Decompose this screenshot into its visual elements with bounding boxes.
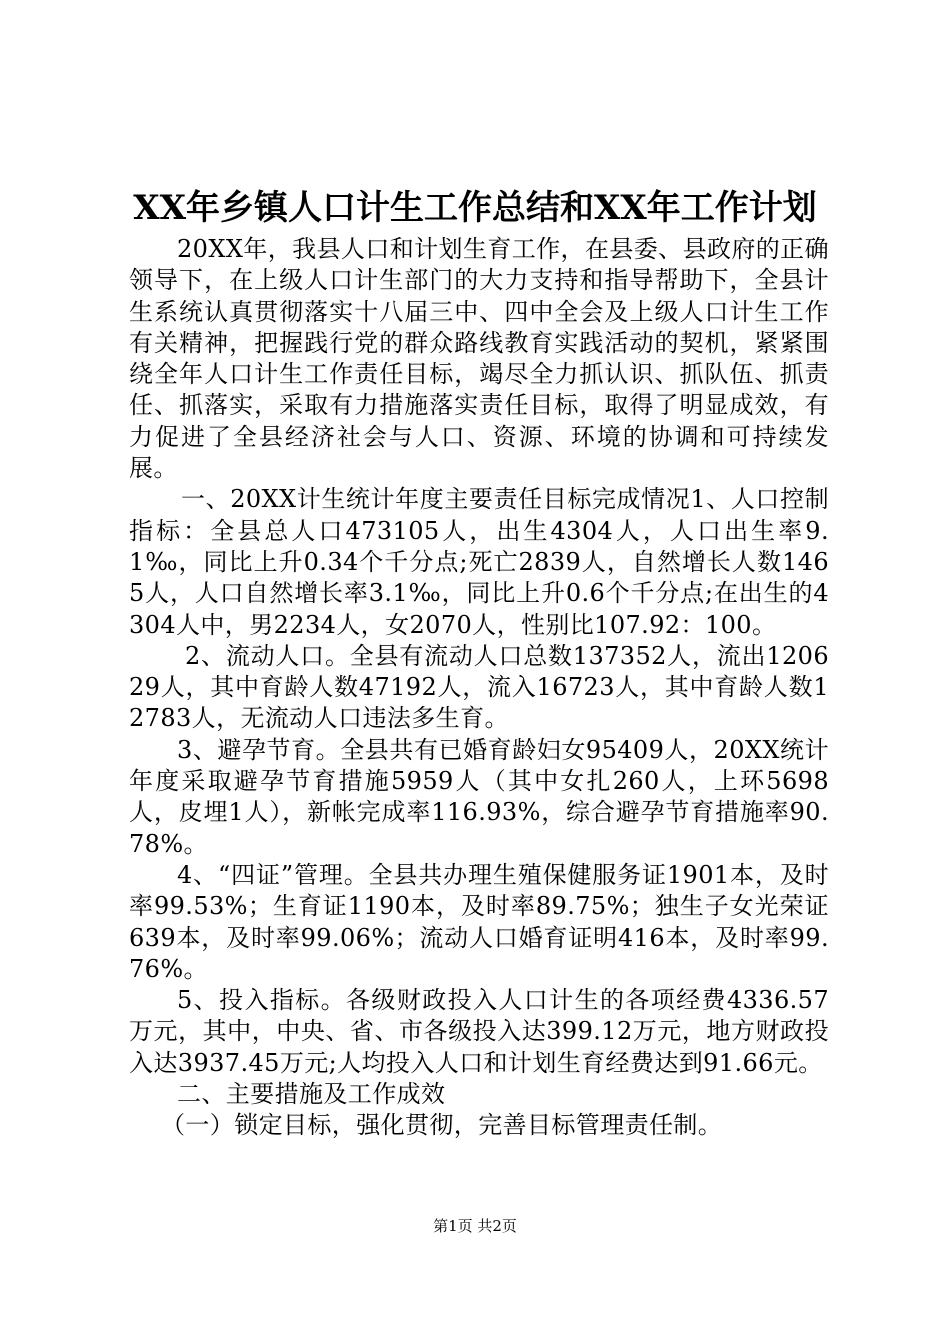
section-heading: 二、主要措施及工作成效 [177, 1080, 446, 1109]
paragraph-5: 4、“四证”管理。全县共办理生殖保健服务证1901本，及时率99.53%；生育证1190本，及时率89.75%；独生子女光荣证639本，及时率99.06%；流动人口婚育证明416本，及时率99.76%。 [129, 860, 829, 983]
paragraph-1: 20XX年，我县人口和计划生育工作，在县委、县政府的正确领导下，在上级人口计生部门的大力支持和指导帮助下，全县计生系统认真贯彻落实十八届三中、四中全会及上级人口计生工作有关精神，把握践行党的群众路线教育实践活动的契机，紧紧围绕全年人口计生工作责任目标，竭尽全力抓认识、抓队伍、抓责任、抓落实，采取有力措施落实责任目标，取得了明显成效，有力促进了全县经济社会与人口、资源、环境的协调和可持续发展。 [129, 235, 829, 483]
paragraph-3: 2、流动人口。全县有流动人口总数137352人，流出120629人，其中育龄人数47192人，流入16723人，其中育龄人数12783人，无流动人口违法多生育。 [129, 641, 829, 733]
paragraph-4: 3、避孕节育。全县共有已婚育龄妇女95409人，20XX统计年度采取避孕节育措施5959人（其中女扎260人，上环5698人，皮埋1人），新帐完成率116.93%，综合避孕节育措施率90.78%。 [129, 735, 829, 858]
paragraph-2: 一、20XX计生统计年度主要责任目标完成情况1、人口控制指标：全县总人口473105人，出生4304人，人口出生率9.1‰，同比上升0.34个千分点;死亡2839人，自然增长人数1465人，人口自然增长率3.1‰，同比上升0.6个千分点;在出生的4304人中，男2234人，女2070人，性别比107.92：100。 [129, 485, 829, 639]
page-number: 第1页 共2页 [433, 1217, 517, 1235]
paragraph-6: 5、投入指标。各级财政投入人口计生的各项经费4336.57万元，其中，中央、省、市各级投入达399.12万元，地方财政投入达3937.45万元;人均投入人口和计划生育经费达到91.66元。 [129, 986, 829, 1077]
document-body [129, 234, 829, 1142]
subsection-heading: （一）锁定目标，强化贯彻，完善目标管理责任制。 [161, 1111, 723, 1140]
document-title: XX年乡镇人口计生工作总结和XX年工作计划 [133, 188, 817, 228]
